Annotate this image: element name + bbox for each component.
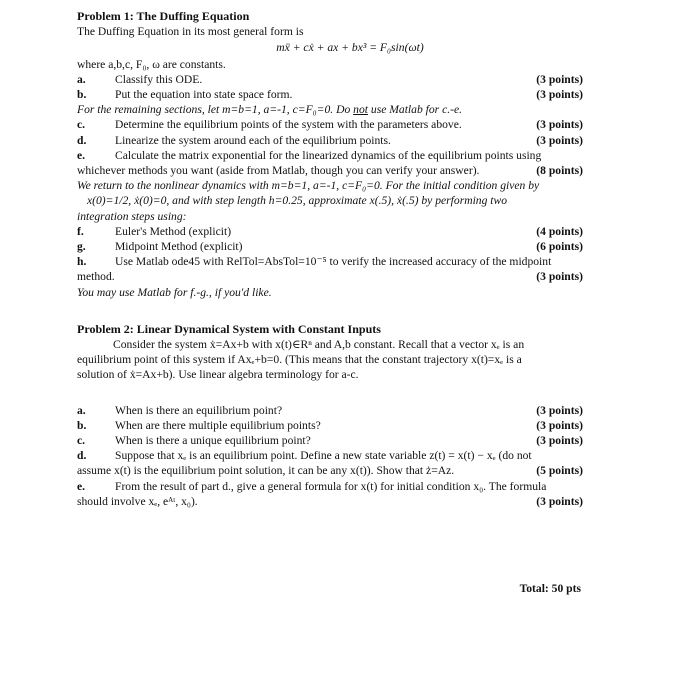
p2-item-d [77,448,583,463]
p2-item-b-text: When are there multiple equilibrium points? [115,418,321,432]
p2-intro-line2: equilibrium point of this system if Axₑ+b=0. (This means that the constant trajectory x(t)=xₑ is a [77,353,522,367]
p1-matlab-note: You may use Matlab for f.-g., if you'd like. [77,285,272,299]
problem2-title: Problem 2: Linear Dynamical System with Constant Inputs [77,321,381,336]
p2-item-c-text: When is there a unique equilibrium point? [115,434,311,448]
p1-item-c-letter: c. [77,118,86,132]
p1-item-d-points: (3 points) [536,133,583,147]
p1-item-h-cont [77,269,583,284]
p1-item-a [77,72,583,87]
p2-item-a-text: When is there an equilibrium point? [115,403,283,417]
p1-remaining-note [77,102,583,117]
p2-item-b-points: (3 points) [536,418,583,432]
p1-remaining-post: use Matlab for c.-e. [368,103,463,117]
p2-item-c [77,433,583,448]
p1-item-e-line1: Calculate the matrix exponential for the linearized dynamics of the equilibrium points using [115,148,542,162]
p2-intro-line1: Consider the system ẋ=Ax+b with x(t)∈Rⁿ and A,b constant. Recall that a vector xₑ is an [113,338,525,352]
p1-item-h-line1: Use Matlab ode45 with RelTol=AbsTol=10⁻⁵ to verify the increased accuracy of the midpoint [115,255,552,269]
p1-item-h-line2: method. [77,270,115,284]
p2-item-e-line1: From the result of part d., give a general formula for x(t) for initial condition x₀. The formula [115,479,547,493]
p1-item-g-text: Midpoint Method (explicit) [115,240,243,254]
problem-sheet [77,9,583,509]
p1-item-b-points: (3 points) [536,88,583,102]
p2-item-c-letter: c. [77,434,86,448]
p1-item-c-text: Determine the equilibrium points of the system with the parameters above. [115,118,462,132]
p1-nonlinear-line1: We return to the nonlinear dynamics with m=b=1, a=-1, c=F₀=0. For the initial condition given by [77,179,540,193]
p1-item-a-points: (3 points) [536,72,583,86]
p1-item-g [77,239,583,254]
p2-item-e-line2: should involve xₑ, eᴬᵗ, x₀). [77,494,198,508]
p1-item-e-line2: whichever methods you want (aside from Matlab, though you can verify your answer). [77,164,480,178]
p1-item-e [77,148,583,163]
p1-item-f-letter: f. [77,224,84,238]
p1-item-f-points: (4 points) [536,224,583,238]
p1-item-e-cont [77,163,583,178]
p2-item-b [77,418,583,433]
p2-item-e [77,479,583,494]
p2-item-a-points: (3 points) [536,403,583,417]
p1-item-e-letter: e. [77,148,86,162]
p1-remaining-pre: For the remaining sections, let m=b=1, a=-1, c=F₀=0. Do [77,103,354,117]
p2-item-a [77,403,583,418]
total-points: Total: 50 pts [519,582,581,595]
p2-item-e-cont [77,494,583,509]
problem1-constants: where a,b,c, F₀, ω are constants. [77,57,226,71]
p2-item-d-points: (5 points) [536,464,583,478]
p1-remaining-not: not [353,103,368,117]
p1-item-g-letter: g. [77,240,86,254]
p2-item-a-letter: a. [77,403,86,417]
p1-item-c-points: (3 points) [536,118,583,132]
p1-item-a-text: Classify this ODE. [115,72,203,86]
p1-item-d [77,133,583,148]
p1-item-b-letter: b. [77,88,87,102]
problem1-intro: The Duffing Equation in its most general form is [77,25,304,39]
p1-item-d-text: Linearize the system around each of the equilibrium points. [115,133,391,147]
p2-item-d-cont [77,463,583,478]
p1-item-b [77,87,583,102]
p1-item-h-points: (3 points) [536,270,583,284]
p1-nonlinear-line3: integration steps using: [77,209,187,223]
p1-item-d-letter: d. [77,133,87,147]
p1-item-a-letter: a. [77,72,86,86]
p2-item-e-points: (3 points) [536,494,583,508]
p2-item-d-letter: d. [77,449,87,463]
p1-item-f [77,224,583,239]
p1-item-b-text: Put the equation into state space form. [115,88,293,102]
p1-item-f-text: Euler's Method (explicit) [115,224,232,238]
p1-item-g-points: (6 points) [536,240,583,254]
problem1-title: Problem 1: The Duffing Equation [77,9,250,23]
p2-item-c-points: (3 points) [536,434,583,448]
duffing-equation: mẍ + cẋ + ax + bx³ = F₀sin(ωt) [276,41,424,55]
p2-item-e-letter: e. [77,479,86,493]
p2-item-d-line1: Suppose that xₑ is an equilibrium point. Define a new state variable z(t) = x(t) − xₑ (do not [115,449,532,463]
p1-item-c [77,117,583,132]
p2-intro-line3: solution of ẋ=Ax+b). Use linear algebra terminology for a-c. [77,368,359,382]
p1-item-h-letter: h. [77,255,87,269]
p2-item-d-line2: assume x(t) is the equilibrium point solution, it can be any x(t)). Show that ż=Az. [77,464,455,478]
p2-item-b-letter: b. [77,418,87,432]
p1-item-h [77,254,583,269]
p1-item-e-points: (8 points) [536,164,583,178]
p1-nonlinear-line2: x(0)=1/2, ẋ(0)=0, and with step length h=0.25, approximate x(.5), ẋ(.5) by performing two [87,194,508,208]
